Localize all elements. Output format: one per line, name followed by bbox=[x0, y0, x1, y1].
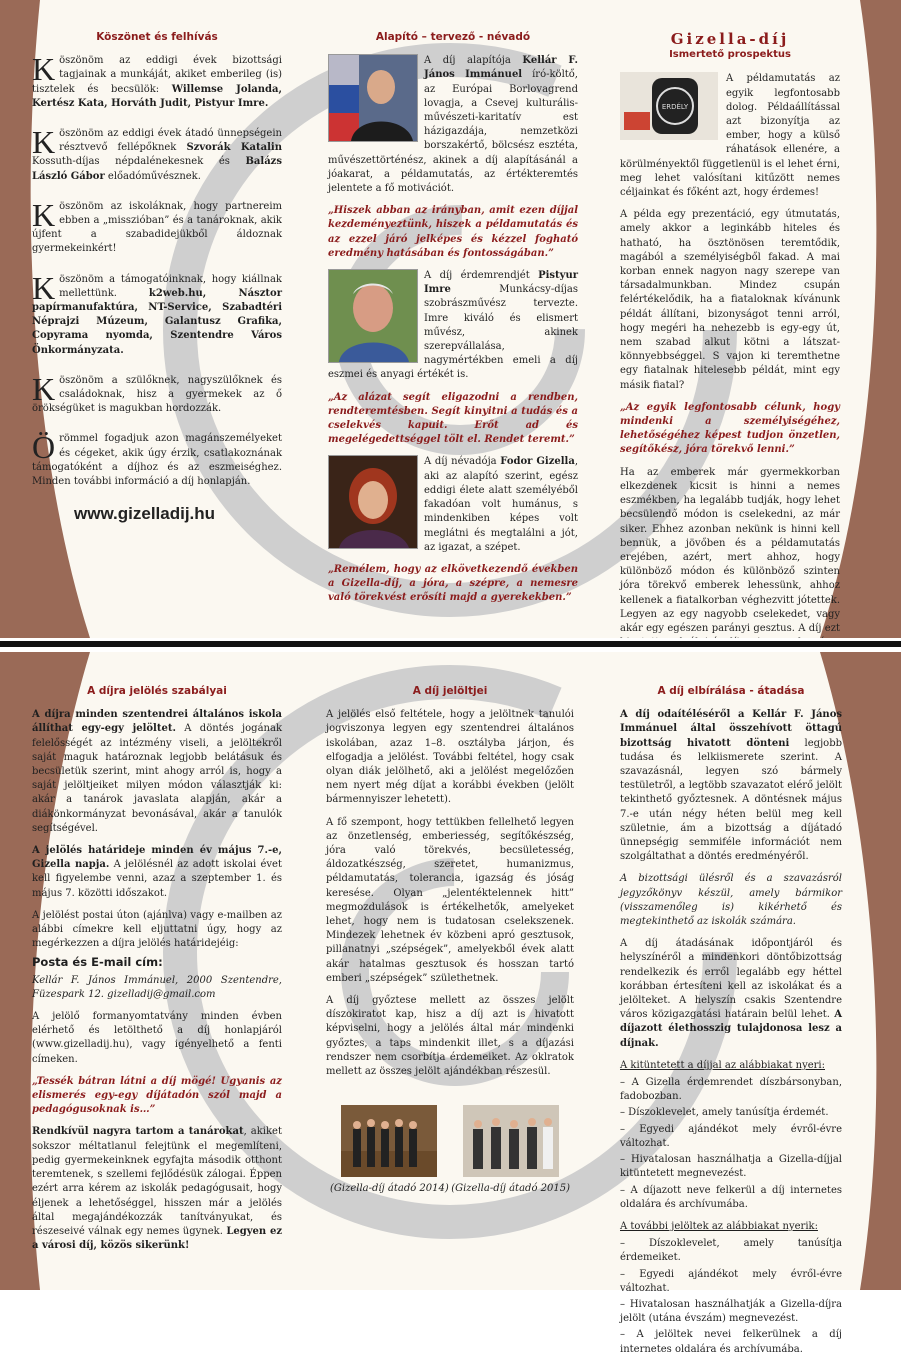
designer-photo bbox=[328, 269, 418, 363]
thanks-column bbox=[32, 30, 282, 524]
nominees-paragraph: A díj győztese mellett az összes jelölt díszokiratot kap, hisz a díj azt is hivatott képviselni, hogy a jelölés által már mindenki győztes, a taps mindenkit illet, s a díjazási rendszer nem csorbítja érdemeiket. Az oklratok mellett az összes jelölt ajándékban részesül. bbox=[326, 995, 574, 1078]
founder-quote: „Hiszek abban az irányban, amit ezen díjjal kezdeményeztünk, hiszek a példamutatás és az ezzel járó jelképes és kézzel fogható eredmény hatásában és fontosságában.” bbox=[328, 205, 578, 259]
page-divider bbox=[0, 638, 901, 652]
evaluation-paragraph: A díj odaítéléséről a Kellár F. János Immánuel által összehívott öttagú bizottság hivatott dönteni legjobb tudása és lelkiismerete szerint. A szavazásnál, legyen szó bármely testületről, a legtöbb szavazatot elérő jelölt tekinthető győztesnek. A döntésnek május 7.-e után négy héten belül meg kell születnie, ám a bizottság a díjátadó ünnepségig semmiféle információt nem szolgáltathat a döntés eredményéről. bbox=[620, 709, 843, 863]
nominee-prizes-heading: A további jelöltek az alábbiakat nyerik: bbox=[620, 1220, 818, 1232]
nominees-column bbox=[326, 684, 574, 1197]
erdely-logo bbox=[620, 72, 718, 140]
thanks-paragraph: Köszönöm az eddigi évek bizottsági tagjainak a munkáját, akiket emberileg (is) tisztelek és becsülök: Willemse Jolanda, Kertész Kata, Horváth Judit, Pistyur Imre. bbox=[32, 51, 282, 109]
nomination-rules-heading: A díjra jelölés szabályai bbox=[87, 685, 227, 697]
minutes-note: A bizottsági ülésről és a szavazásról jegyzőkönyv készül, amely bármikor (visszamenőleg is) kikérhető és megtekinthető az iskolák számára. bbox=[620, 873, 842, 928]
award-ceremony-photo bbox=[341, 1105, 437, 1177]
winner-prizes-heading: A kitüntetett a díjjal az alábbiakat nyeri: bbox=[620, 1059, 825, 1071]
prospectus-quote: „Az egyik legfontosabb célunk, hogy mindenki a személyiségéhez, lehetőségéhez képest tudjon önzetlen, segítőkész, jóra törekvő lenni.” bbox=[620, 401, 840, 456]
prize-list-item: – Hivatalosan használhatják a Gizella-díjra jelölt (utána évszám) megnevezést. bbox=[620, 1298, 842, 1325]
namesake-quote: „Remélem, hogy az elkövetkezendő években a Gizella-díj, a jóra, a szépre, a nemesre való törekvést erősíti majd a gyerekekben.” bbox=[328, 563, 578, 604]
gallery-item-2014 bbox=[330, 1105, 449, 1196]
founder-column bbox=[328, 30, 578, 614]
nominees-paragraph: A fő szempont, hogy tettükben fellelhető legyen az önzetlenség, emberiesség, segítőkészség, jóra való törekvés, becsületesség, áldozatkészség, szeretet, humanizmus, példamutatás, tolerancia, igazság és jóság keresése. Olyan „jelentéktelennek hitt” megmozdulások is értékelhetők, amelyeket lehet, hogy nem is tudatosan cselekszenek. Mindezek lehetnek év közbeni apró gesztusok, pillanatnyi „szépségek”, amelyekből évek alatt akár hatalmas gesztusok és hosszan tartó emberi „szépségek” születhetnek. bbox=[326, 816, 574, 984]
prize-list-item: – Egyedi ajándékot mely évről-évre változhat. bbox=[620, 1268, 842, 1294]
submission-paragraph: A jelölést postai úton (ajánlva) vagy e-mailben az alábbi címekre kell eljuttatni úgy, hogy az megérkezzen a díjra jelölés határidejéig: bbox=[32, 909, 282, 950]
prize-list-item: – Egyedi ajándékot mely évről-évre változhat. bbox=[620, 1123, 842, 1149]
teachers-paragraph: Rendkívül nagyra tartom a tanárokat, akiket sokszor méltatlanul felejtünk el megemlíteni, pedig gyermekeinknek egyfajta második otthont teremtenek, s szellemi fejlődésük zálogai. Éppen ezért arra kérem az iskolák pedagógusait, hogy éljenek a lehetőséggel, hisszen már a jelölés által megajándékozzák tanítványukat, és részeseivé válnak egy nemes ügynek. Legyen ez a városi díj, közös sikerünk! bbox=[32, 1126, 282, 1252]
winner-prizes-list bbox=[620, 1076, 842, 1212]
photo-caption: (Gizella-díj átadó 2015) bbox=[451, 1183, 570, 1195]
medal-icon bbox=[620, 72, 718, 140]
namesake-photo bbox=[328, 455, 418, 549]
bottom-panel bbox=[0, 652, 901, 1355]
prize-list-item: – Díszoklevelet, amely tanúsítja érdemeiket. bbox=[620, 1238, 842, 1264]
form-paragraph: A jelölő formanyomtatvány minden évben elérhető és letölthető a díj honlapjáról (www.gizelladij.hu), vagy igényelhető a fenti címeken. bbox=[32, 1011, 282, 1065]
thanks-paragraph: Köszönöm az eddigi évek átadó ünnepségein résztvevő fellépőknek Szvorák Katalin Kossuth-díjas népdalénekesnek és Balázs László Gábor előadóművésznek. bbox=[32, 124, 282, 182]
photo-caption: (Gizella-díj átadó 2014) bbox=[330, 1183, 449, 1195]
thanks-paragraph: Köszönöm az iskoláknak, hogy partnereim ebben a „misszióban” és a tanároknak, akik újfent a szabadidejükből áldoznak gyermekeinkért! bbox=[32, 196, 282, 255]
prospectus-paragraph: Ha az emberek már gyermekkorban elkezdenek kicsit is hinni a nemes eszmékben, ha legalább tudják, hogy lehet becsülendő módon is cselekedni, az már siker. Ehhez azonban nekünk is hinni kell bennük, a jövőben és a példamutatás erejében, azért, mert ahhoz, hogy különböző módon és különböző szinten jóra törekvő emberek lehessünk, ahhoz kellenek a fiatalkorban véghezvitt jótettek. Legyen az egy nagyobb cselekedet, vagy akár egy egészen parányi gesztus. A díj ezt bbox=[620, 466, 840, 634]
founder-paragraph: A díj alapítója Kellár F. János Immánuel író-költő, az Európai Borlovagrend lovagja, a Csevej kulturális- művészeti-karitatív est házigazdája, nemzetközi borszakértő, bölcsész esztéta, művészettörténész, akinek a díj alapításánál a jóakarat, a példamutatás, az értékteremtés jelentete a fő motivációt. bbox=[328, 55, 578, 195]
award-ceremony-photo bbox=[463, 1105, 559, 1177]
designer-paragraph: A díj érdemrendjét Pistyur Imre Munkácsy-díjas szobrászművész tervezte. Imre kiváló és elismert művész, akinek szerepvállalása, nagymértékben emeli a díj eszmei és anyagi értékét is. bbox=[328, 270, 578, 381]
prize-list-item: – A jelöltek nevei felkerülnek a díj internetes oldalára és archívumába. bbox=[620, 1329, 842, 1355]
invitation-paragraph: Örömmel fogadjuk azon magánszemélyeket és cégeket, akik úgy érzik, csatlakoznának támogatóként a díjhoz és az eszmeiséghez. Minden további információ a díj honlapján. bbox=[32, 429, 282, 488]
prize-list-item: – A Gizella érdemrendet díszbársonyban, fadobozban. bbox=[620, 1077, 842, 1103]
ceremony-paragraph: A díj átadásának időpontjáról és helyszínéről a mindenkori döntőbizottság rendelkezik és erről legalább egy héttel korábban értesíteni kell az iskolákat és a jelölteket. A helyszín csakis Szentendre város közigazgatási határain belül lehet. A díjazott élethosszig tulajdonosa lesz a díjnak. bbox=[620, 938, 842, 1049]
prize-list-item: – Hivatalosan használhatja a Gizella-díjjal kitüntetett megnevezést. bbox=[620, 1154, 842, 1180]
contact-address[interactable]: Kellár F. János Immánuel, 2000 Szentendre, Füzespark 12. gizelladij@gmail.com bbox=[32, 974, 282, 1000]
nominees-paragraph: A jelölés első feltétele, hogy a jelöltnek tanulói jogviszonya legyen egy szentendrei általános iskolában, azaz 1–8. osztályba járjon, és elfogadja a jelölést. További feltétel, hogy csak olyan diák jelölhető, aki a jelölést megelőzően nem nyert még díjat a korábbi években (jelölt bármennyiszer lehetett). bbox=[326, 709, 574, 806]
rules-paragraph: A díjra minden szentendrei általános iskola állíthat egy-egy jelöltet. A döntés jogának felelősségét az intézmény viseli, a jelöltekről saját maguk határoznak legjobb belátásuk és becsületük szerint, mint ahogy arról is, hogy a saját jelöltjeiket milyen módon választják ki: akár a tanárok javaslata alapján, akár a diákönkormányzat bevonásával, akár a tanulók segítségével. bbox=[32, 709, 283, 834]
founder-heading: Alapító – tervező - névadó bbox=[375, 31, 531, 43]
deadline-paragraph: A jelölés határideje minden év május 7.-e, Gizella napja. A jelölésnél az adott iskolai évet kell figyelembe venni, azaz a szeptember 1. és május 7. közötti időszakot. bbox=[32, 845, 282, 899]
logo-text: ERDÉLY bbox=[661, 103, 689, 112]
prize-list-item: – A díjazott neve felkerül a díj internetes oldalára és archívumába. bbox=[620, 1184, 842, 1210]
brochure-subtitle: Ismertető prospektus bbox=[669, 49, 791, 61]
prospectus-intro: ERDÉLY A példamutatás az egyik legfontosabb dolog. Példaállítással azt bizonyítja az ember, hogy a külső ráhatások ellenére, a körülményektől függetlenül is el lehet érni, meg lehet valósítani kitűzött nemes céljainkat és főként azt, hogy érdemes! bbox=[620, 73, 840, 199]
brochure-title: Gizella-díj bbox=[670, 30, 790, 48]
namesake-paragraph: A díj névadója Fodor Gizella, aki az alapító szerint, egész eddigi élete alatt személyéből fakadóan volt humánus, s mindenkiben képes volt meglátni és megtalálni a jót, az igazat, a szépet. bbox=[328, 455, 578, 554]
prize-list-item: – Díszoklevelet, amely tanúsítja érdemét. bbox=[620, 1107, 829, 1119]
evaluation-column bbox=[620, 684, 842, 1359]
top-panel bbox=[0, 0, 901, 638]
designer-quote: „Az alázat segít eligazodni a rendben, rendteremtésben. Segít kinyitni a tudás és a cselekvés kapuit. Erőt ad és megelégedettséggel tölt el. Rendet teremt.” bbox=[328, 391, 578, 446]
contact-heading: Posta és E-mail cím: bbox=[32, 955, 163, 970]
website-url[interactable]: www.gizelladij.hu bbox=[74, 504, 216, 524]
nomination-rules-column bbox=[32, 684, 282, 1261]
prospectus-column bbox=[620, 32, 840, 673]
award-photo-gallery bbox=[326, 1105, 574, 1196]
thanks-paragraph: Köszönöm a támogatóinknak, hogy kiállnak mellettünk. k2web.hu, Násztor papírmanufaktúra, NT-Service, Szabadtéri Néprajzi Múzeum, Galantusz Grafika, Copyrama nyomda, Szentendre Város Önkormányzata. bbox=[32, 269, 282, 356]
nominees-heading: A díj jelöltjei bbox=[412, 685, 488, 697]
gallery-item-2015 bbox=[451, 1105, 570, 1196]
nominee-prizes-list bbox=[620, 1237, 842, 1357]
prospectus-paragraph: A példa egy prezentáció, egy útmutatás, amely akkor a leginkább hiteles és hatható, ha ösztönösen teremtődik, magából a személyiségből fakad. A mai korban ennek nagyon nagy szerepe van társadalmunkban. Mindez csupán felértékelődik, ha a fiataloknak kívánunk példát állítani, bizonyságot tenni arról, hogy megéri ha nehezebb is egy-egy út, nem szabad alkut kötni a látszat- könnyebbséggel. S vajon ki teremthetne egy fiatalnak hitelesebb példát, mint egy másik fiatal? bbox=[620, 209, 840, 391]
evaluation-heading: A díj elbírálása - átadása bbox=[657, 685, 805, 697]
thanks-heading: Köszönet és felhívás bbox=[96, 31, 218, 43]
thanks-paragraph: Köszönöm a szülőknek, nagyszülőknek és családoknak, hisz a gyermekek az ő örökségüket is magukban hordozzák. bbox=[32, 370, 282, 415]
rules-quote: „Tessék bátran látni a díj mögé! Ugyanis az elismerés egy-egy díjátadón szól majd a pedagógusoknak is…” bbox=[32, 1075, 282, 1116]
founder-photo bbox=[328, 54, 418, 142]
